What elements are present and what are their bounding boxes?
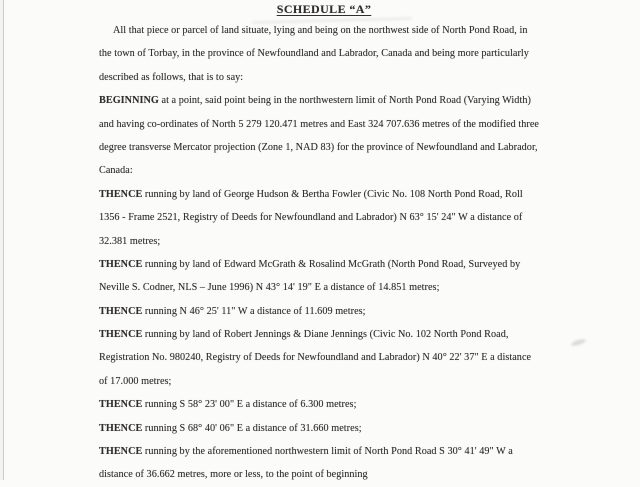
- paragraph: [99, 253, 569, 300]
- paragraph-lead: THENCE: [99, 258, 145, 270]
- page-title-text: SCHEDULE “A”: [276, 2, 372, 16]
- paragraph-lead: THENCE: [99, 329, 145, 341]
- paragraph: [99, 89, 569, 183]
- text-line: degree transverse Mercator projection (Zone 1, NAD 83) for the province of Newfoundland and Labrador,: [99, 141, 538, 153]
- text-line: BEGINNING at a point, said point being in the northwestern limit of North Pond Road (Varying Width): [99, 95, 531, 107]
- text-line: 32.381 metres;: [99, 235, 161, 247]
- text-line: THENCE running by land of Robert Jennings & Diane Jennings (Civic No. 102 North Pond Road,: [99, 329, 509, 341]
- paragraph-lead: THENCE: [99, 399, 145, 411]
- paragraph-lead: THENCE: [99, 446, 145, 458]
- text-line: of 17.000 metres;: [99, 375, 172, 387]
- paragraph: [99, 300, 569, 323]
- text-line: THENCE running N 46° 25' 11" W a distance of 11.609 metres;: [99, 305, 366, 317]
- text-line: THENCE running S 58° 23' 00" E a distance of 6.300 metres;: [99, 399, 357, 411]
- paragraph-lead: THENCE: [99, 422, 145, 434]
- text-line: Canada:: [99, 165, 133, 177]
- paragraph-lead: THENCE: [99, 188, 145, 200]
- paragraph: [99, 183, 569, 253]
- text-line: described as follows, that is to say:: [99, 71, 244, 83]
- text-line: Neville S. Codner, NLS – June 1996) N 43° 14' 19" E a distance of 14.851 metres;: [99, 282, 440, 294]
- text-line: THENCE running by the aforementioned northwestern limit of North Pond Road S 30° 41' 49" W a: [99, 446, 513, 458]
- text-line: All that piece or parcel of land situate, lying and being on the northwest side of North Pond Road, in: [113, 25, 528, 36]
- paragraph: [99, 417, 569, 440]
- text-line: distance of 36.662 metres, more or less, to the point of beginning: [99, 469, 368, 481]
- text-line: 1356 - Frame 2521, Registry of Deeds for Newfoundland and Labrador) N 63° 15' 24" W a distance of: [99, 212, 523, 224]
- scan-edge-line-artifact: [3, 0, 4, 480]
- text-line: THENCE running by land of Edward McGrath & Rosalind McGrath (North Pond Road, Surveyed by: [99, 258, 521, 270]
- paragraph: [99, 323, 569, 393]
- text-line: the town of Torbay, in the province of Newfoundland and Labrador, Canada and being more particularly: [99, 48, 529, 60]
- paragraph-lead: BEGINNING: [99, 95, 162, 107]
- text-line: THENCE running by land of George Hudson & Bertha Fowler (Civic No. 108 North Pond Road, Roll: [99, 188, 523, 200]
- text-line: Registration No. 980240, Registry of Deeds for Newfoundland and Labrador) N 40° 22' 37" E a distance: [99, 352, 532, 364]
- paragraph-lead: THENCE: [99, 305, 145, 317]
- page-title: [99, 2, 549, 17]
- paragraph: [99, 393, 569, 416]
- text-line: THENCE running S 68° 40' 06" E a distance of 31.660 metres;: [99, 422, 362, 434]
- document-body: [99, 19, 569, 487]
- text-line: and having co-ordinates of North 5 279 120.471 metres and East 324 707.636 metres of the modified three: [99, 118, 539, 130]
- scan-smudge-artifact: [571, 338, 587, 347]
- paragraph: [99, 19, 569, 89]
